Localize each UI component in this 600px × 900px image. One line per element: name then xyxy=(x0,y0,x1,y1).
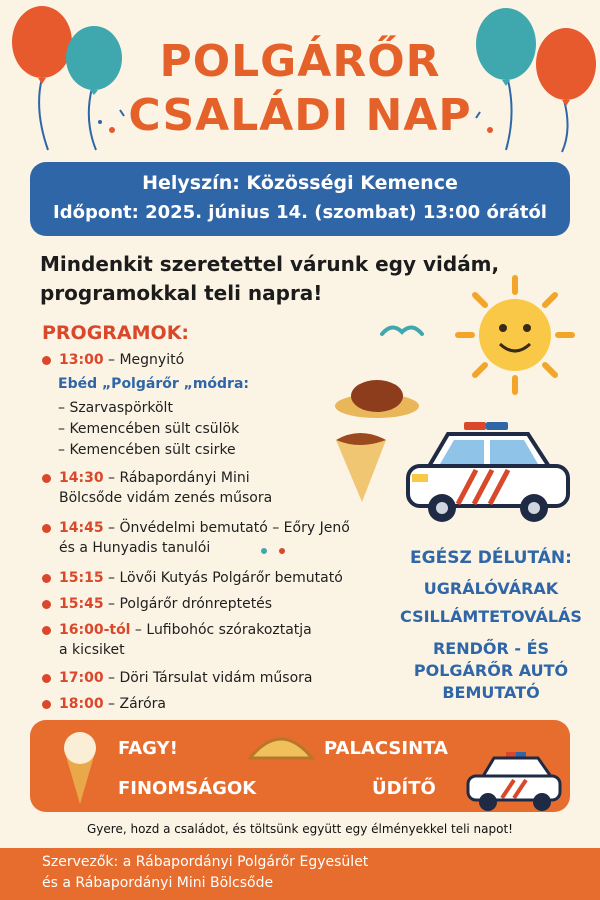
program-text: – Lufibohóc szórakoztatja xyxy=(130,622,312,638)
program-text-cont: a kicsiket xyxy=(59,642,125,658)
organizers-line-2: és a Rábapordányi Mini Bölcsőde xyxy=(42,875,274,891)
program-item xyxy=(42,620,312,660)
food-treats: FINOMSÁGOK xyxy=(118,778,257,799)
program-text: – Önvédelmi bemutató – Eőry Jenő xyxy=(103,520,350,536)
program-item xyxy=(42,668,313,688)
bird-icon xyxy=(378,316,428,346)
program-text: – Záróra xyxy=(103,696,166,712)
program-item-opening xyxy=(42,350,184,370)
program-item xyxy=(42,518,350,558)
bullet-icon xyxy=(42,674,51,683)
pancake-icon xyxy=(246,726,316,766)
program-text-cont: Bölcsőde vidám zenés műsora xyxy=(59,490,273,506)
program-time: 16:00-tól xyxy=(59,622,131,638)
dish-item: – Kemencében sült csülök xyxy=(58,421,240,437)
program-text: – Lövői Kutyás Polgárőr bemutató xyxy=(103,570,343,586)
time-text: Időpont: 2025. június 14. (szombat) 13:00 órától xyxy=(53,202,547,223)
program-text: – Megnyitó xyxy=(103,352,185,368)
organizers-line-1: Szervezők: a Rábapordányi Polgárőr Egyesület xyxy=(42,854,369,870)
program-time: 15:15 xyxy=(59,570,104,586)
dish-item: – Kemencében sült csirke xyxy=(58,442,236,458)
intro-line-1: Mindenkit szeretettel várunk egy vidám, xyxy=(40,252,500,276)
afternoon-item: BEMUTATÓ xyxy=(442,683,540,702)
police-car-small-icon xyxy=(462,750,566,814)
program-time: 14:30 xyxy=(59,470,104,486)
program-time: 13:00 xyxy=(59,352,104,368)
program-time: 15:45 xyxy=(59,596,104,612)
intro-line-2: programokkal teli napra! xyxy=(40,281,323,305)
food-ice-cream: FAGY! xyxy=(118,738,178,759)
bullet-icon xyxy=(42,626,51,635)
police-car-icon xyxy=(398,418,578,530)
pie-slice-icon xyxy=(330,430,390,506)
program-text: – Rábapordányi Mini xyxy=(103,470,250,486)
location-text: Helyszín: Közösségi Kemence xyxy=(142,172,458,194)
program-time: 18:00 xyxy=(59,696,104,712)
food-band xyxy=(30,720,570,812)
bullet-icon xyxy=(42,356,51,365)
dish-item: – Szarvaspörkölt xyxy=(58,400,173,416)
program-item xyxy=(42,568,343,588)
food-pancake: PALACSINTA xyxy=(324,738,448,759)
afternoon-item: POLGÁRŐR AUTÓ xyxy=(413,661,569,680)
program-time: 14:45 xyxy=(59,520,104,536)
title-line-2: CSALÁDI NAP xyxy=(128,90,472,141)
program-text: – Döri Társulat vidám műsora xyxy=(103,670,313,686)
food-drinks: ÜDÍTŐ xyxy=(372,778,436,799)
program-time: 17:00 xyxy=(59,670,104,686)
program-item xyxy=(42,694,166,714)
bullet-icon xyxy=(42,600,51,609)
ice-cream-icon xyxy=(60,726,100,806)
bullet-icon xyxy=(42,574,51,583)
bullet-icon xyxy=(42,524,51,533)
program-text-cont: és a Hunyadis tanulói xyxy=(59,540,211,556)
program-text: – Polgárőr drónreptetés xyxy=(103,596,273,612)
title-line-1: POLGÁRŐR xyxy=(159,36,441,87)
program-item xyxy=(42,594,272,614)
bullet-icon xyxy=(42,474,51,483)
bullet-icon xyxy=(42,700,51,709)
afternoon-item: RENDŐR - ÉS xyxy=(432,639,550,658)
afternoon-item: UGRÁLÓVÁRAK xyxy=(423,579,559,598)
dots-decoration xyxy=(258,544,298,558)
programs-heading: PROGRAMOK: xyxy=(42,322,190,344)
stew-plate-icon xyxy=(332,372,422,422)
info-box xyxy=(30,162,570,236)
program-item xyxy=(42,468,272,508)
lunch-heading: Ebéd „Polgárőr „módra: xyxy=(58,376,250,392)
afternoon-heading: EGÉSZ DÉLUTÁN: xyxy=(410,548,572,568)
tagline: Gyere, hozd a családot, és töltsünk együtt egy élményekkel teli napot! xyxy=(87,822,513,836)
afternoon-item: CSILLÁMTETOVÁLÁS xyxy=(400,607,582,626)
organizers-footer xyxy=(0,848,600,900)
sun-icon xyxy=(450,270,580,400)
